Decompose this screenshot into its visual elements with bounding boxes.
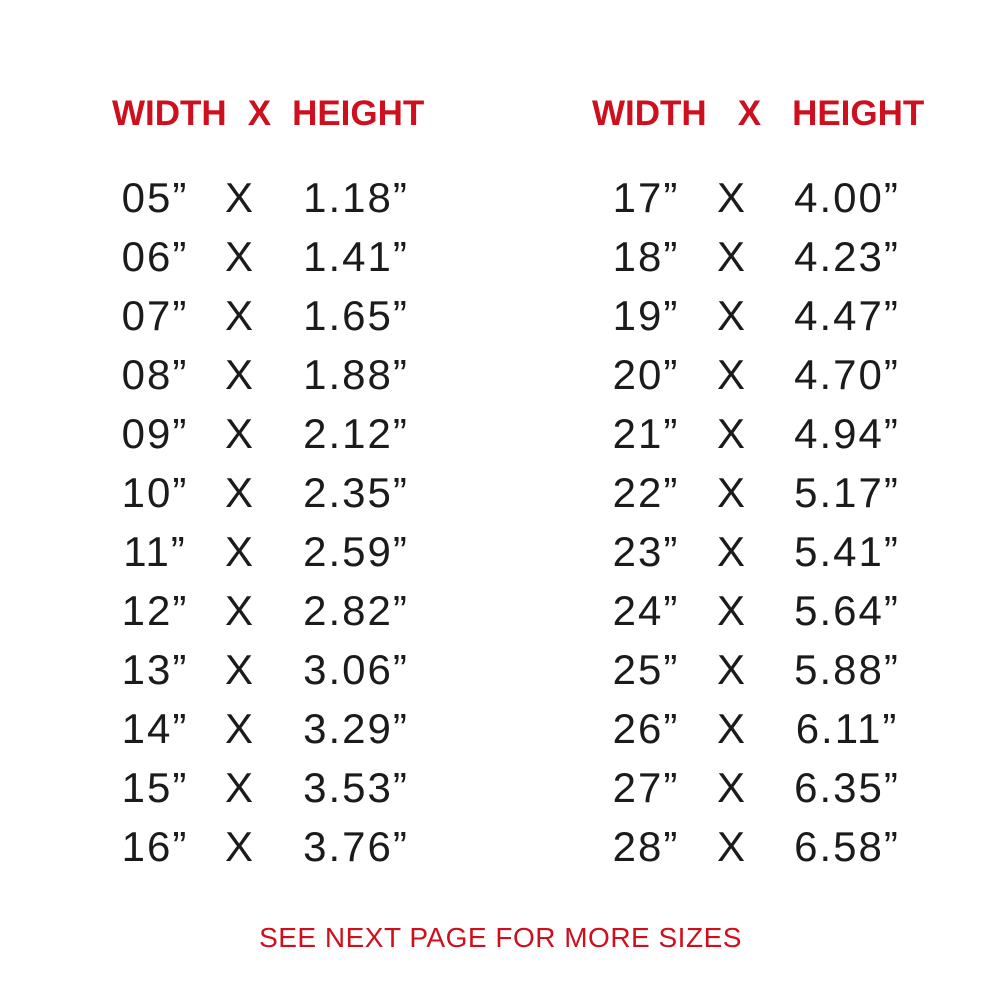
width-cell: 17”	[612, 173, 680, 221]
left-header-height-label: HEIGHT	[292, 94, 425, 133]
height-cell: 4.94”	[794, 409, 900, 457]
width-cell: 26”	[612, 704, 680, 752]
x-separator: X	[224, 409, 255, 457]
x-separator: X	[224, 173, 255, 221]
width-cell: 05”	[121, 173, 189, 221]
height-cell: 5.88”	[794, 645, 900, 693]
x-separator: X	[716, 173, 747, 221]
x-separator: X	[716, 763, 747, 811]
right-table-header	[592, 94, 924, 134]
height-cell: 1.41”	[303, 232, 409, 280]
x-separator: X	[224, 350, 255, 398]
width-cell: 10”	[121, 468, 189, 516]
width-cell: 27”	[612, 763, 680, 811]
height-cell: 1.65”	[303, 291, 409, 339]
height-cell: 5.41”	[794, 527, 900, 575]
x-separator: X	[224, 763, 255, 811]
width-cell: 21”	[612, 409, 680, 457]
width-cell: 22”	[612, 468, 680, 516]
x-separator: X	[716, 704, 747, 752]
x-separator: X	[224, 586, 255, 634]
x-separator: X	[716, 822, 747, 870]
x-separator: X	[224, 468, 255, 516]
height-cell: 6.35”	[794, 763, 900, 811]
x-separator: X	[716, 409, 747, 457]
width-cell: 09”	[121, 409, 189, 457]
width-cell: 20”	[612, 350, 680, 398]
x-separator: X	[716, 645, 747, 693]
x-separator: X	[224, 645, 255, 693]
height-cell: 4.00”	[794, 173, 900, 221]
width-cell: 06”	[121, 232, 189, 280]
width-cell: 07”	[121, 291, 189, 339]
left-header-width-label: WIDTH	[112, 94, 227, 133]
right-header-x-label: X	[737, 94, 762, 133]
height-cell: 4.70”	[794, 350, 900, 398]
height-cell: 4.47”	[794, 291, 900, 339]
right-table-rows	[600, 168, 922, 876]
width-cell: 16”	[121, 822, 189, 870]
width-cell: 13”	[121, 645, 189, 693]
height-cell: 3.76”	[303, 822, 409, 870]
height-cell: 2.59”	[303, 527, 409, 575]
width-cell: 11”	[123, 527, 187, 575]
left-table-rows	[108, 168, 434, 876]
x-separator: X	[716, 291, 747, 339]
height-cell: 6.11”	[795, 704, 899, 752]
width-cell: 23”	[612, 527, 680, 575]
width-cell: 14”	[121, 704, 189, 752]
width-cell: 25”	[612, 645, 680, 693]
x-separator: X	[716, 468, 747, 516]
height-cell: 3.06”	[303, 645, 409, 693]
x-separator: X	[716, 232, 747, 280]
height-cell: 1.18”	[303, 173, 409, 221]
left-table-header	[112, 94, 424, 134]
right-header-height-label: HEIGHT	[792, 94, 925, 133]
x-separator: X	[224, 822, 255, 870]
width-cell: 24”	[612, 586, 680, 634]
x-separator: X	[224, 291, 255, 339]
height-cell: 2.35”	[303, 468, 409, 516]
width-cell: 19”	[612, 291, 680, 339]
height-cell: 5.17”	[794, 468, 900, 516]
left-header-x-label: X	[247, 94, 272, 133]
height-cell: 2.12”	[303, 409, 409, 457]
x-separator: X	[224, 704, 255, 752]
x-separator: X	[716, 350, 747, 398]
width-cell: 18”	[612, 232, 680, 280]
footer-note: SEE NEXT PAGE FOR MORE SIZES	[259, 922, 742, 953]
height-cell: 2.82”	[303, 586, 409, 634]
height-cell: 5.64”	[794, 586, 900, 634]
width-cell: 12”	[121, 586, 189, 634]
height-cell: 1.88”	[303, 350, 409, 398]
height-cell: 3.53”	[303, 763, 409, 811]
width-cell: 15”	[121, 763, 189, 811]
x-separator: X	[716, 586, 747, 634]
x-separator: X	[224, 232, 255, 280]
width-cell: 08”	[121, 350, 189, 398]
x-separator: X	[224, 527, 255, 575]
x-separator: X	[716, 527, 747, 575]
width-cell: 28”	[612, 822, 680, 870]
height-cell: 4.23”	[794, 232, 900, 280]
height-cell: 6.58”	[794, 822, 900, 870]
height-cell: 3.29”	[303, 704, 409, 752]
right-header-width-label: WIDTH	[592, 94, 707, 133]
